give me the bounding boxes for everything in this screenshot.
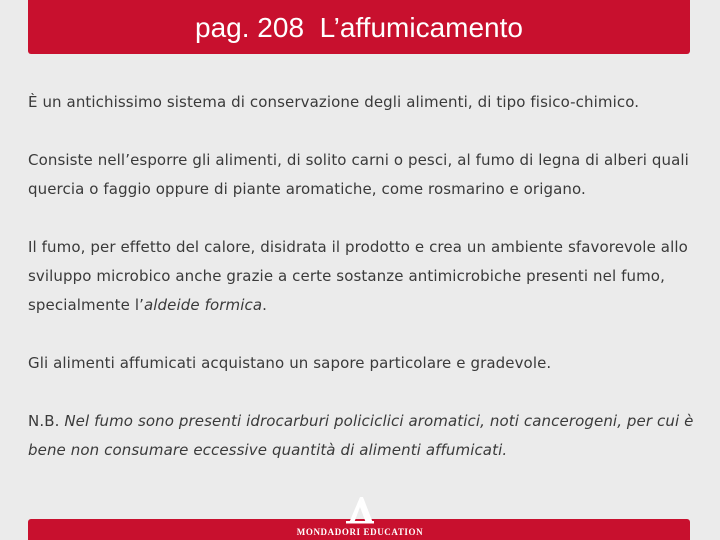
note-prefix: N.B. xyxy=(28,412,65,430)
paragraph-method: Consiste nell’esporre gli alimenti, di solito carni o pesci, al fumo di legna di alberi quali quercia o faggio oppure di piante aromatiche, come rosmarino e origano. xyxy=(28,151,689,198)
paragraph-effect-end: . xyxy=(262,296,268,314)
slide-content xyxy=(28,88,698,465)
mondadori-a-logo-icon xyxy=(342,496,378,524)
logo-text: MONDADORI EDUCATION xyxy=(296,527,424,537)
paragraph-effect-text: Il fumo, per effetto del calore, disidrata il prodotto e crea un ambiente sfavorevole allo sviluppo microbico anche grazie a certe sostanze antimicrobiche presenti nel fumo, specialmente l’ xyxy=(28,238,688,314)
page-title: pag. 208 L’affumicamento xyxy=(195,12,523,43)
mondadori-education-logo xyxy=(286,496,434,540)
paragraph-intro: È un antichissimo sistema di conservazione degli alimenti, di tipo fisico-chimico. xyxy=(28,93,640,111)
note-text: Nel fumo sono presenti idrocarburi policiclici aromatici, noti cancerogeni, per cui è bene non consumare eccessive quantità di alimenti affumicati. xyxy=(28,412,694,459)
title-bar xyxy=(28,0,690,54)
paragraph-note xyxy=(28,407,698,465)
aldeide-formica-term: aldeide formica xyxy=(144,296,263,314)
paragraph-effect xyxy=(28,233,698,320)
paragraph-flavor: Gli alimenti affumicati acquistano un sapore particolare e gradevole. xyxy=(28,354,552,372)
